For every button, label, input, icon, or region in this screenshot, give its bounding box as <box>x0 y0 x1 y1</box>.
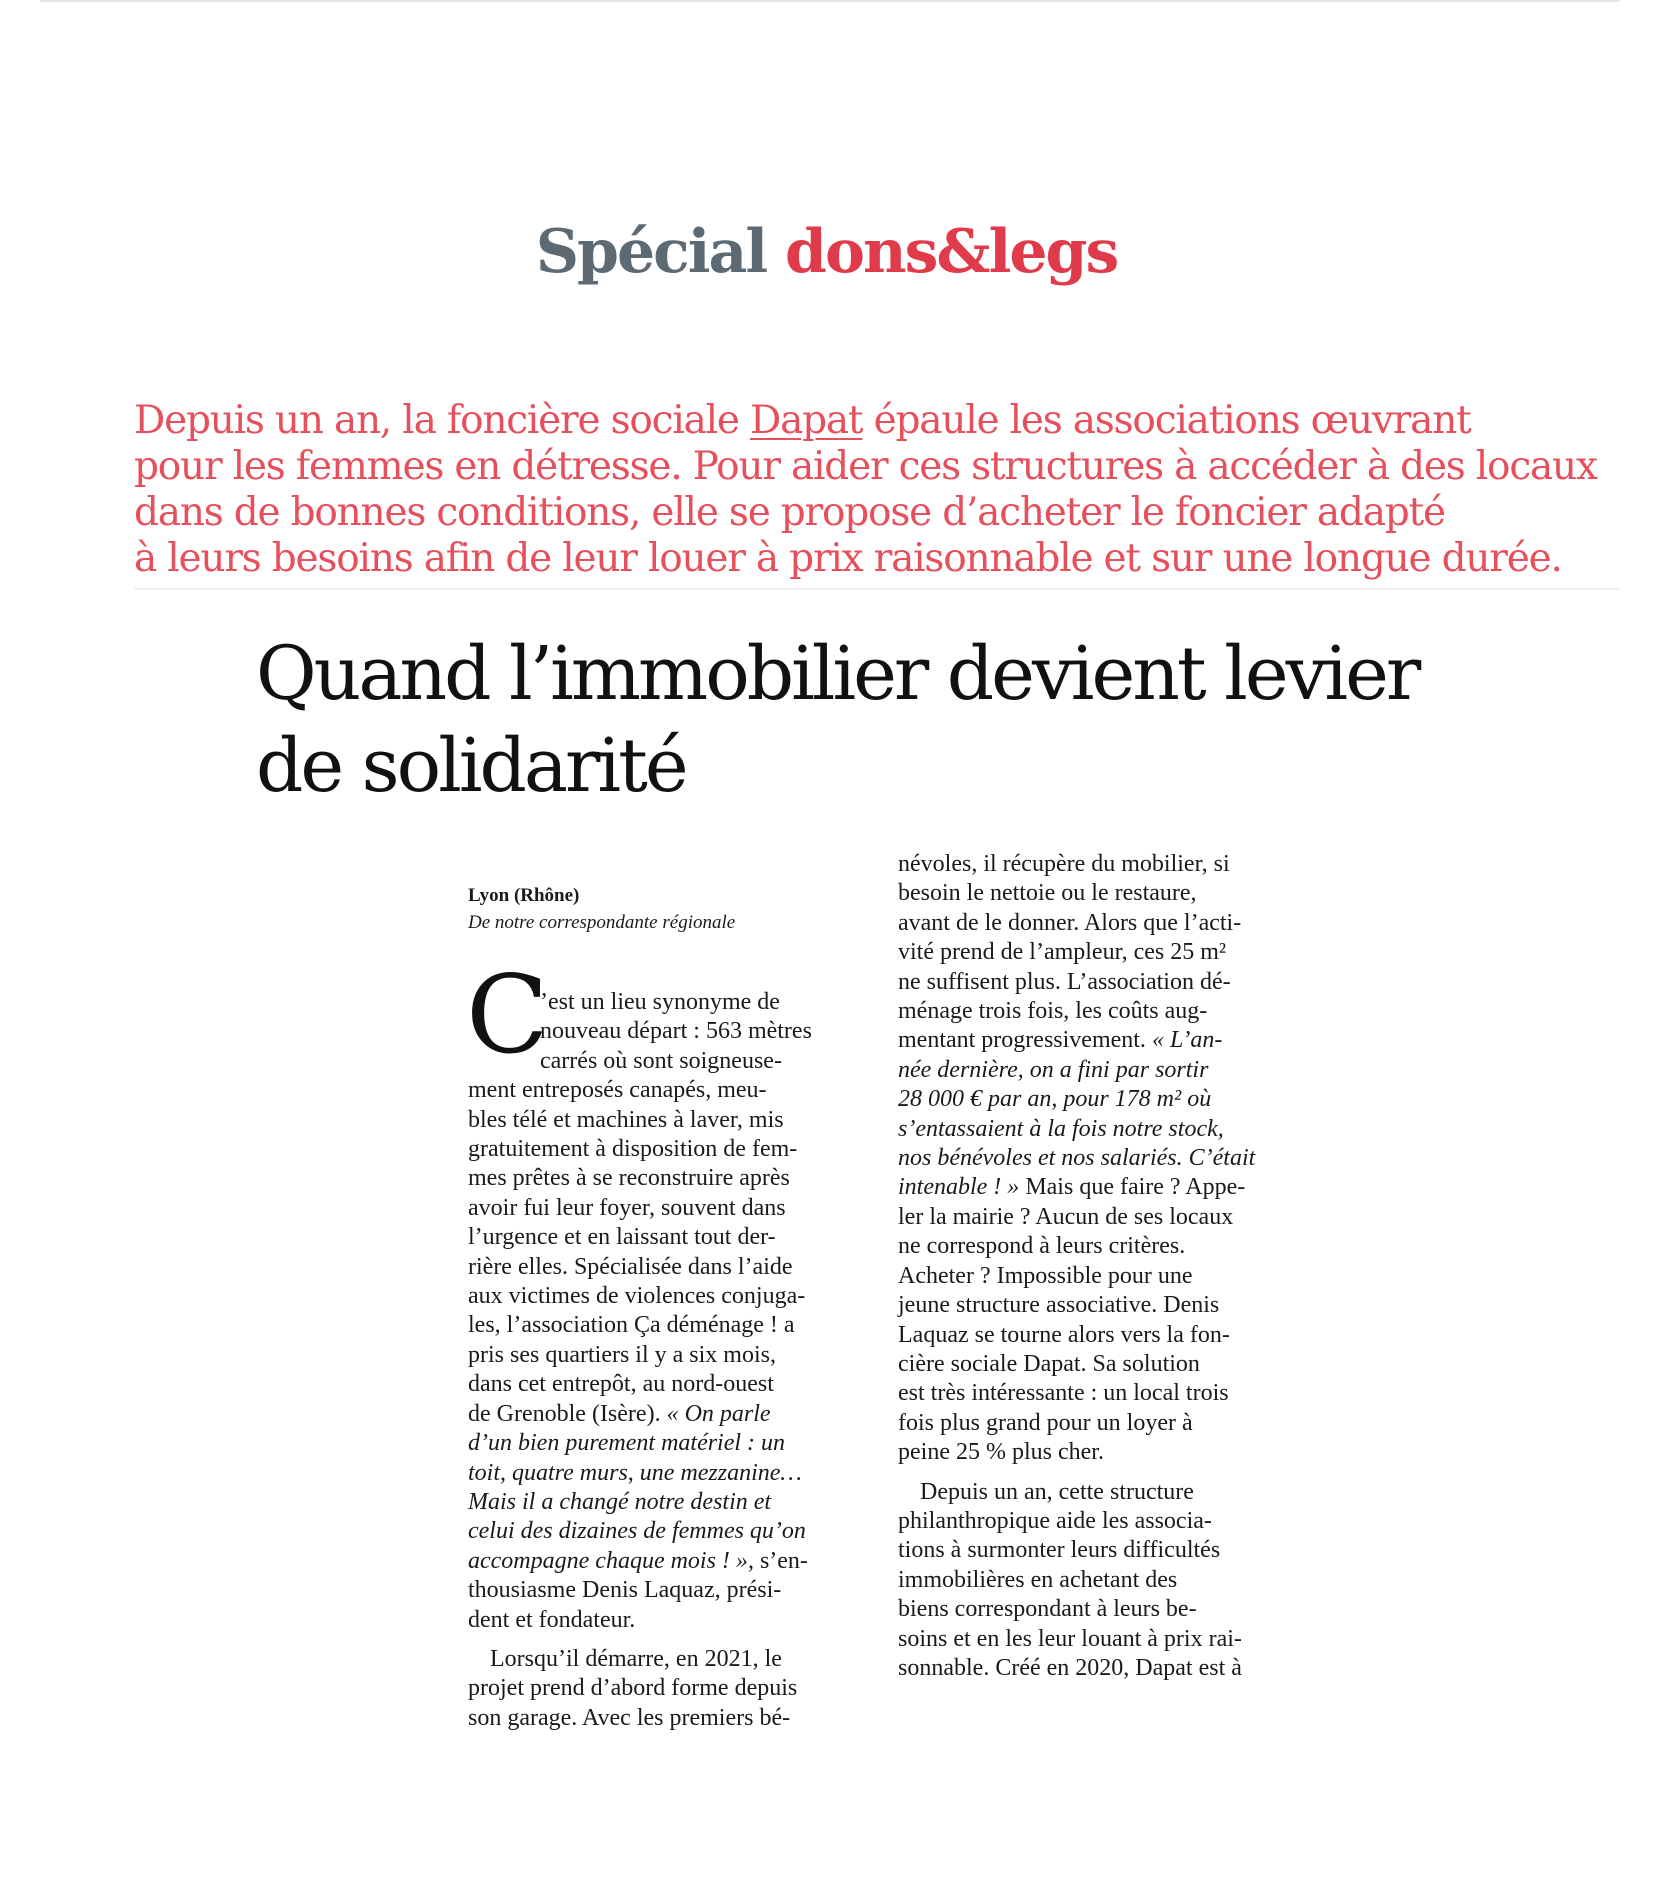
body-line: projet prend d’abord forme depuis <box>468 1675 798 1702</box>
body-line: pris ses quartiers il y a six mois, <box>468 1341 776 1368</box>
body-line: Lorsqu’il démarre, en 2021, le <box>490 1645 782 1672</box>
body-line: besoin le nettoie ou le restaure, <box>898 880 1197 907</box>
body-line: Acheter ? Impossible pour une <box>898 1262 1193 1289</box>
quote-line: 28 000 € par an, pour 178 m² où <box>898 1086 1212 1113</box>
headline-line: de solidarité <box>256 723 686 809</box>
body-line: rière elles. Spécialisée dans l’aide <box>468 1253 793 1280</box>
paragraph-gap <box>468 1635 838 1645</box>
body-line <box>898 1026 1268 1055</box>
dateline <box>468 882 838 936</box>
body-line: vité prend de l’ampleur, ces 25 m² <box>898 939 1227 966</box>
top-divider <box>40 0 1620 2</box>
body-line <box>468 1400 838 1429</box>
body-line: est très intéressante : un local trois <box>898 1380 1229 1407</box>
article-standfirst <box>134 398 1597 582</box>
body-text: , s’en- <box>747 1547 808 1574</box>
body-line: jeune structure associative. Denis <box>898 1292 1220 1319</box>
standfirst-text: épaule les associations œuvrant <box>862 398 1471 443</box>
article-column-right <box>898 850 1268 1683</box>
section-kicker <box>0 217 1653 287</box>
standfirst-divider <box>134 588 1620 590</box>
body-line <box>898 1173 1268 1202</box>
body-line: ment entreposés canapés, meu- <box>468 1077 767 1104</box>
quote-line: toit, quatre murs, une mezzanine… <box>468 1459 802 1486</box>
body-line: l’urgence et en laissant tout der- <box>468 1224 776 1251</box>
body-line: Laquaz se tourne alors vers la fon- <box>898 1321 1230 1348</box>
body-line: mes prêtes à se reconstruire après <box>468 1165 790 1192</box>
quote-text: « L’an- <box>1151 1027 1223 1054</box>
body-text: mentant progressivement. <box>898 1027 1152 1054</box>
kicker-special: Spécial <box>535 217 767 287</box>
body-line: biens correspondant à leurs be- <box>898 1596 1197 1623</box>
quote-text: « On parle <box>666 1400 771 1427</box>
standfirst-line: à leurs besoins afin de leur louer à prix raisonnable et sur une longue durée. <box>134 536 1562 581</box>
body-line: avant de le donner. Alors que l’acti- <box>898 909 1242 936</box>
body-line: philanthropique aide les associa- <box>898 1507 1212 1534</box>
quote-line: Mais il a changé notre destin et <box>468 1488 772 1515</box>
kicker-dons-legs: dons&legs <box>785 217 1118 287</box>
article-column-left <box>468 988 838 1733</box>
body-line: ’est un lieu synonyme de <box>540 989 780 1015</box>
body-line: thousiasme Denis Laquaz, prési- <box>468 1577 782 1604</box>
quote-text: intenable ! » <box>898 1174 1020 1201</box>
standfirst-line: pour les femmes en détresse. Pour aider ces structures à accéder à des locaux <box>134 444 1597 489</box>
quote-line: s’entassaient à la fois notre stock, <box>898 1115 1224 1142</box>
dateline-place: Lyon (Rhône) <box>468 885 580 906</box>
quote-line: celui des dizaines de femmes qu’on <box>468 1518 806 1545</box>
standfirst-text: Depuis un an, la foncière sociale <box>134 398 750 443</box>
quote-line: née dernière, on a fini par sortir <box>898 1056 1209 1083</box>
headline-line: Quand l’immobilier devient levier <box>256 631 1419 717</box>
body-line: Depuis un an, cette structure <box>920 1478 1194 1505</box>
body-line: névoles, il récupère du mobilier, si <box>898 851 1230 877</box>
body-line: avoir fui leur foyer, souvent dans <box>468 1194 786 1221</box>
dapat-link[interactable]: Dapat <box>750 398 863 443</box>
body-line: ne suffisent plus. L’association dé- <box>898 968 1231 995</box>
body-line: immobilières en achetant des <box>898 1566 1178 1593</box>
body-text: de Grenoble (Isère). <box>468 1400 667 1427</box>
article-headline <box>256 628 1596 812</box>
body-line: les, l’association Ça déménage ! a <box>468 1312 795 1339</box>
body-line: peine 25 % plus cher. <box>898 1439 1104 1466</box>
body-line: dent et fondateur. <box>468 1606 636 1633</box>
body-line <box>468 1547 838 1576</box>
body-line: fois plus grand pour un loyer à <box>898 1409 1193 1436</box>
body-line: nouveau départ : 563 mètres <box>540 1018 812 1045</box>
body-line: tions à surmonter leurs difficultés <box>898 1537 1221 1564</box>
body-line: ler la mairie ? Aucun de ses locaux <box>898 1203 1234 1230</box>
quote-line: d’un bien purement matériel : un <box>468 1430 786 1457</box>
paragraph-gap <box>898 1468 1268 1478</box>
body-line: dans cet entrepôt, au nord-ouest <box>468 1371 774 1398</box>
body-line: ménage trois fois, les coûts aug- <box>898 998 1208 1025</box>
body-line: soins et en les leur louant à prix rai- <box>898 1625 1242 1652</box>
body-line: carrés où sont soigneuse- <box>540 1047 782 1074</box>
drop-cap: C <box>466 953 549 1078</box>
body-line: son garage. Avec les premiers bé- <box>468 1704 791 1731</box>
quote-line: nos bénévoles et nos salariés. C’était <box>898 1145 1256 1172</box>
body-line: cière sociale Dapat. Sa solution <box>898 1350 1200 1377</box>
standfirst-line <box>134 398 1594 444</box>
body-line: ne correspond à leurs critères. <box>898 1233 1186 1260</box>
body-text: Mais que faire ? Appe- <box>1019 1174 1246 1201</box>
body-line: aux victimes de violences conjuga- <box>468 1283 806 1310</box>
body-line: sonnable. Créé en 2020, Dapat est à <box>898 1654 1242 1681</box>
quote-text: accompagne chaque mois ! » <box>468 1547 748 1574</box>
body-line: bles télé et machines à laver, mis <box>468 1106 784 1133</box>
dateline-byline: De notre correspondante régionale <box>468 912 736 933</box>
standfirst-line: dans de bonnes conditions, elle se propose d’acheter le foncier adapté <box>134 490 1445 535</box>
body-line: gratuitement à disposition de fem- <box>468 1136 798 1163</box>
